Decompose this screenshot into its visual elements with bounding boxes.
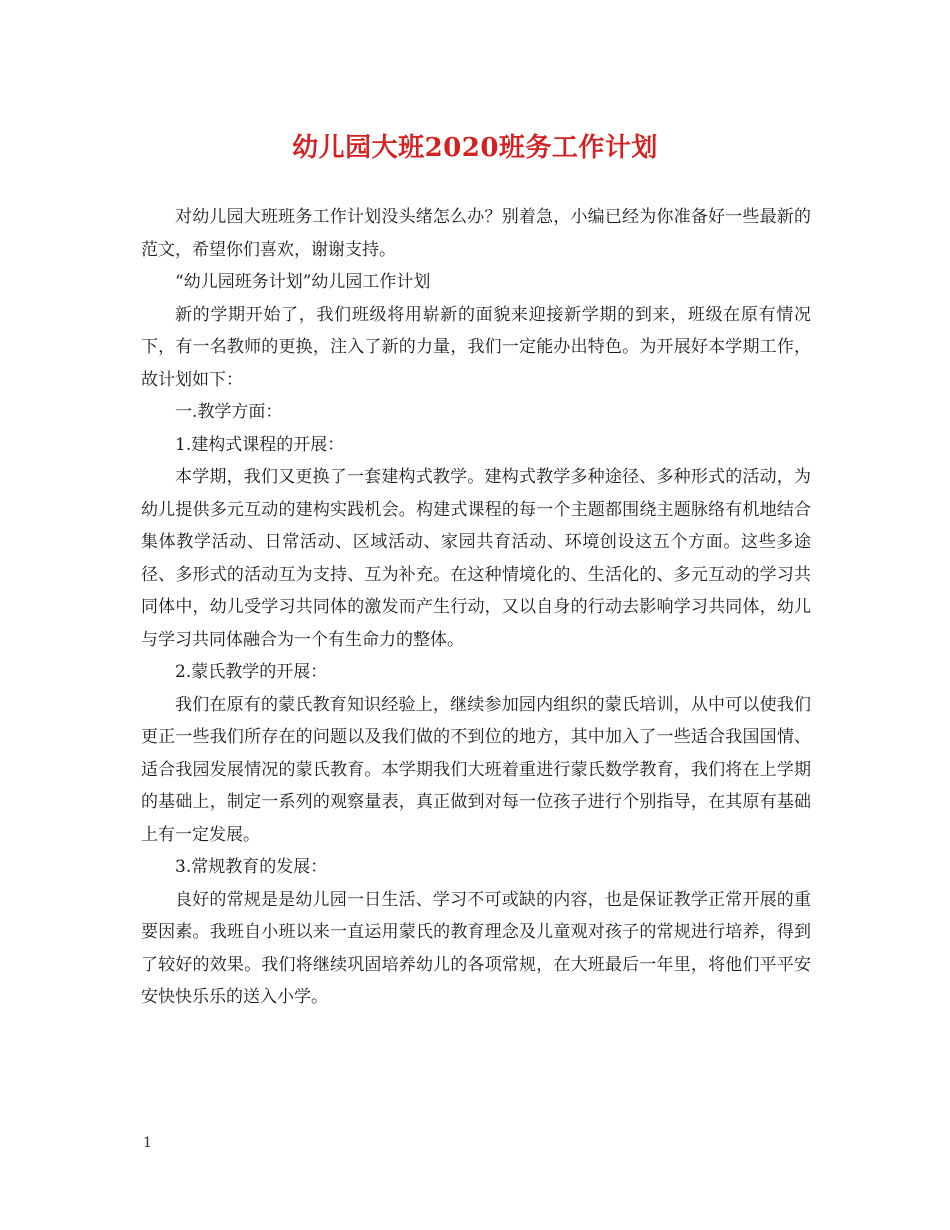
paragraph-opening: 新的学期开始了，我们班级将用崭新的面貌来迎接新学期的到来，班级在原有情况下，有一名教师的更换，注入了新的力量，我们一定能办出特色。为开展好本学期工作，故计划如下：: [141, 304, 811, 390]
paragraph-intro: 对幼儿园大班班务工作计划没头绪怎么办？别着急，小编已经为你准备好一些最新的范文，希望你们喜欢，谢谢支持。: [141, 207, 811, 260]
paragraph-routine-education: 良好的常规是是幼儿园一日生活、学习不可或缺的内容，也是保证教学正常开展的重要因素。我班自小班以来一直运用蒙氏的教育理念及儿童观对孩子的常规进行培养，得到了较好的效果。我们将继续巩固培养幼儿的各项常规，在大班最后一年里，将他们平平安安快快乐乐的送入小学。: [141, 889, 811, 1007]
document-body: [141, 201, 811, 1014]
subheading-montessori: 2.蒙氏教学的开展：: [175, 662, 328, 682]
paragraph-constructive-course: 本学期，我们又更换了一套建构式教学。建构式教学多种途径、多种形式的活动，为幼儿提供多元互动的建构实践机会。构建式课程的每一个主题都围绕主题脉络有机地结合集体教学活动、日常活动、区域活动、家园共育活动、环境创设这五个方面。这些多途径、多形式的活动互为支持、互为补充。在这种情境化的、生活化的、多元互动的学习共同体中，幼儿受学习共同体的激发而产生行动，又以自身的行动去影响学习共同体，幼儿与学习共同体融合为一个有生命力的整体。: [141, 467, 811, 650]
page-number: 1: [143, 1135, 152, 1151]
paragraph-subtitle: “幼儿园班务计划”幼儿园工作计划: [175, 272, 431, 292]
section-heading-teaching: 一.教学方面：: [175, 402, 283, 422]
document-title: 幼儿园大班2020班务工作计划: [292, 133, 658, 163]
paragraph-montessori: 我们在原有的蒙氏教育知识经验上，继续参加园内组织的蒙氏培训，从中可以使我们更正一些我们所存在的问题以及我们做的不到位的地方，其中加入了一些适合我国国情、适合我园发展情况的蒙氏教育。本学期我们大班着重进行蒙氏数学教育，我们将在上学期的基础上，制定一系列的观察量表，真正做到对每一位孩子进行个别指导，在其原有基础上有一定发展。: [141, 694, 811, 845]
subheading-routine-education: 3.常规教育的发展：: [175, 857, 328, 877]
subheading-constructive-course: 1.建构式课程的开展：: [175, 434, 345, 455]
